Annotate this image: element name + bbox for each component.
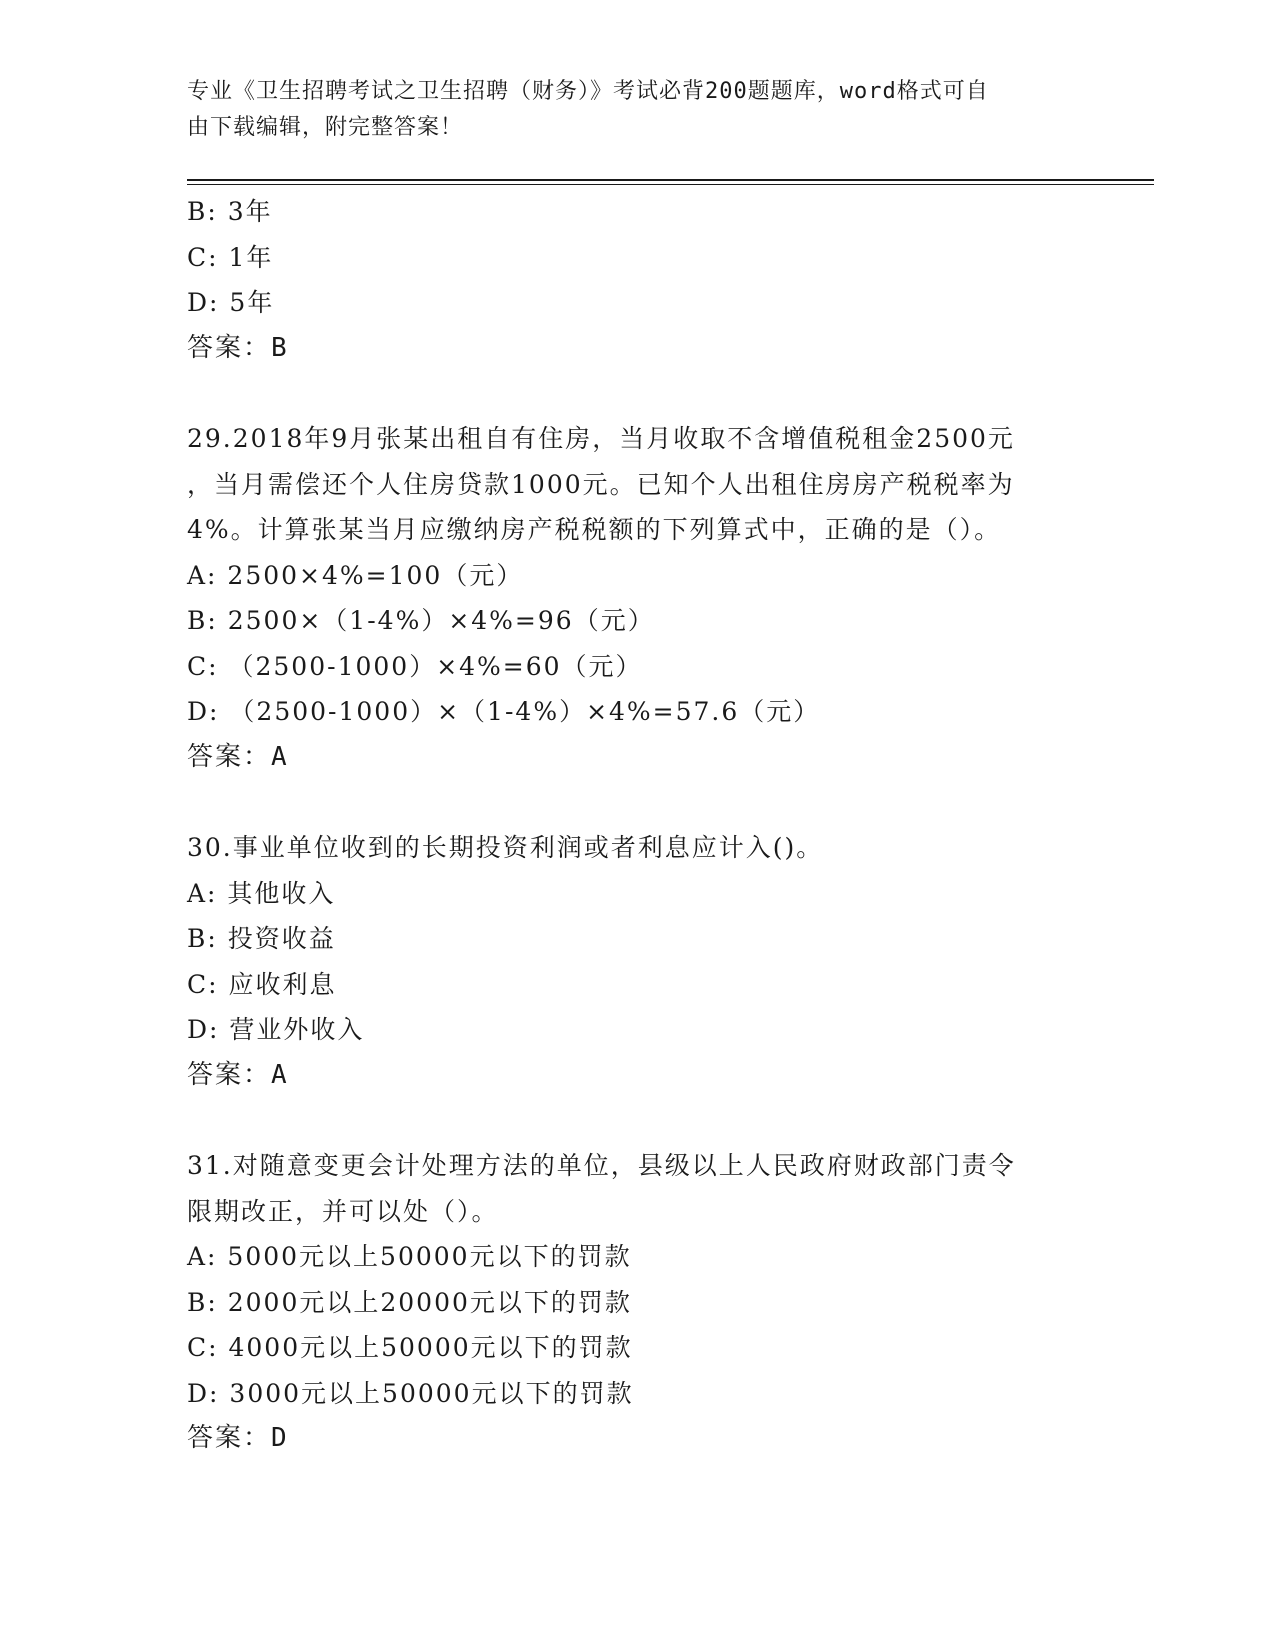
question-text-line: 30.事业单位收到的长期投资利润或者利息应计入()。: [187, 833, 824, 862]
question-text-line: ，当月需偿还个人住房贷款1000元。已知个人出租住房房产税税率为: [187, 469, 1015, 499]
header-divider-thin: [187, 184, 1154, 185]
question-30: [187, 825, 1087, 1098]
option-a: A: 2500×4%=100（元）: [187, 560, 524, 590]
option-c: C: （2500-1000）×4%=60（元）: [187, 651, 643, 681]
question-28-tail: [187, 189, 1087, 371]
option-d: D: 5年: [187, 288, 275, 317]
header-divider-thick: [187, 179, 1154, 181]
option-b: B: 投资收益: [187, 924, 336, 953]
option-b: B: 2500×（1-4%）×4%=96（元）: [187, 606, 655, 635]
option-a: A: 其他收入: [187, 878, 336, 908]
option-d: D: （2500-1000）×（1-4%）×4%=57.6（元）: [187, 697, 821, 726]
option-b: B: 3年: [187, 197, 273, 226]
question-31: [187, 1143, 1087, 1462]
question-text-line: 29.2018年9月张某出租自有住房，当月收取不含增值税租金2500元: [187, 424, 1015, 453]
answer: 答案：D: [187, 1423, 289, 1453]
question-29: [187, 416, 1087, 780]
question-text-line: 31.对随意变更会计处理方法的单位，县级以上人民政府财政部门责令: [187, 1151, 1016, 1180]
answer: 答案：A: [187, 1059, 289, 1090]
document-header: [187, 74, 1067, 146]
option-c: C: 应收利息: [187, 969, 337, 999]
option-b: B: 2000元以上20000元以下的罚款: [187, 1287, 632, 1317]
option-a: A: 5000元以上50000元以下的罚款: [187, 1242, 632, 1271]
option-c: C: 1年: [187, 242, 274, 272]
option-d: D: 营业外收入: [187, 1015, 365, 1044]
question-text-line: 4%。计算张某当月应缴纳房产税税额的下列算式中，正确的是（）。: [187, 515, 1002, 544]
question-text-line: 限期改正，并可以处（）。: [187, 1196, 499, 1226]
header-line-2: 由下载编辑，附完整答案！: [187, 115, 464, 140]
option-d: D: 3000元以上50000元以下的罚款: [187, 1378, 634, 1408]
answer: 答案：A: [187, 741, 289, 772]
question-list: [187, 189, 1087, 1462]
header-line-1: 专业《卫生招聘考试之卫生招聘（财务）》考试必背200题题库，word格式可自: [187, 79, 989, 104]
option-c: C: 4000元以上50000元以下的罚款: [187, 1333, 633, 1362]
answer: 答案：B: [187, 332, 289, 363]
